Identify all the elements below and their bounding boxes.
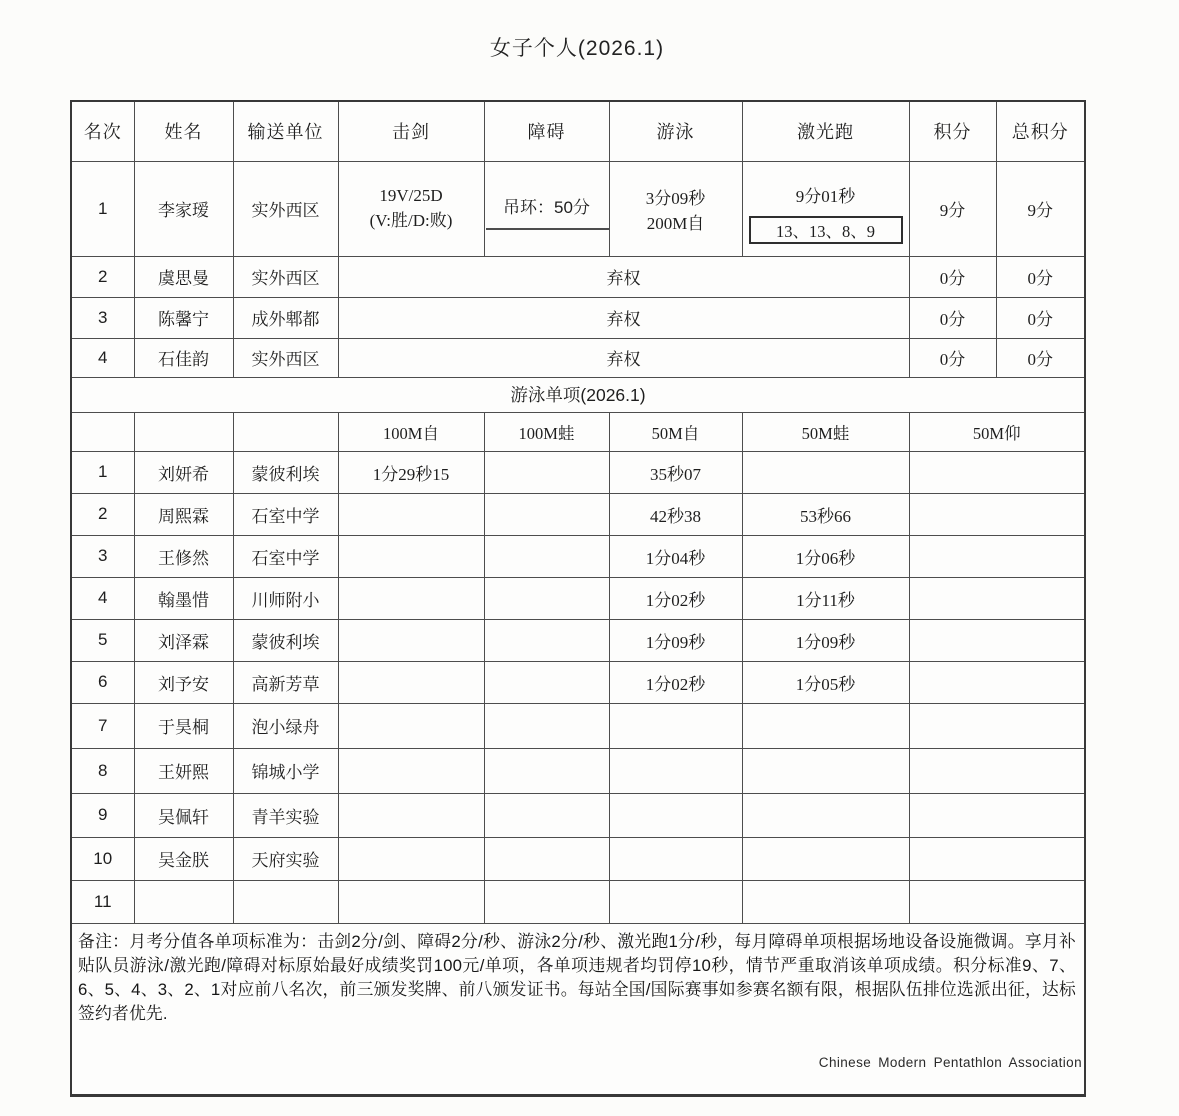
- time-cell-100m-breast: [484, 577, 609, 619]
- unit-cell: 实外西区: [233, 338, 338, 377]
- unit-cell: [233, 880, 338, 923]
- event-header-50m-breast: 50M蛙: [742, 412, 909, 451]
- name-cell: 刘予安: [134, 661, 233, 703]
- swim-row-9: [71, 793, 1085, 837]
- header-obstacle: 障碍: [484, 101, 609, 161]
- time-cell-50m-breast: 1分11秒: [742, 577, 909, 619]
- obstacle-cell: [484, 161, 609, 256]
- rank-cell: 8: [71, 748, 134, 793]
- time-cell-100m-breast: [484, 793, 609, 837]
- time-cell-50m-back: [909, 619, 1085, 661]
- association-footer: Chinese Modern Pentathlon Association: [818, 1054, 1082, 1070]
- time-cell-50m-free: 1分04秒: [609, 535, 742, 577]
- time-cell-100m-free: [338, 837, 484, 880]
- time-cell-50m-free: [609, 793, 742, 837]
- swim-row-3: [71, 535, 1085, 577]
- total-points-cell: 9分: [996, 161, 1085, 256]
- time-cell-100m-breast: [484, 748, 609, 793]
- unit-cell: 高新芳草: [233, 661, 338, 703]
- name-cell: 吴金朕: [134, 837, 233, 880]
- time-cell-50m-free: [609, 837, 742, 880]
- event-header-50m-free: 50M自: [609, 412, 742, 451]
- fencing-note: (V:胜/D:败): [369, 211, 453, 230]
- header-points: 积分: [909, 101, 996, 161]
- header-laser-run: 激光跑: [742, 101, 909, 161]
- name-cell: 李家瑷: [134, 161, 233, 256]
- rank-cell: 5: [71, 619, 134, 661]
- unit-cell: 成外郫都: [233, 297, 338, 338]
- time-cell-100m-breast: [484, 451, 609, 493]
- results-table: [70, 100, 1086, 1097]
- rank-cell: 3: [71, 297, 134, 338]
- laser-time: 9分01秒: [795, 186, 856, 206]
- unit-cell: 川师附小: [233, 577, 338, 619]
- table-row-rank4: [71, 338, 1085, 377]
- points-cell: 0分: [909, 297, 996, 338]
- forfeit-cell: 弃权: [338, 256, 909, 297]
- time-cell-100m-free: [338, 793, 484, 837]
- table-row-rank2: [71, 256, 1085, 297]
- total-points-cell: 0分: [996, 338, 1085, 377]
- fencing-cell: [338, 161, 484, 256]
- laser-detail-box: 13、13、8、9: [749, 216, 903, 244]
- time-cell-50m-free: 1分09秒: [609, 619, 742, 661]
- time-cell-100m-free: [338, 535, 484, 577]
- table-row-rank3: [71, 297, 1085, 338]
- time-cell-100m-breast: [484, 703, 609, 748]
- swim-event: 200M自: [646, 213, 705, 233]
- unit-cell: 青羊实验: [233, 793, 338, 837]
- rank-cell: 9: [71, 793, 134, 837]
- swim-row-7: [71, 703, 1085, 748]
- swim-row-10: [71, 837, 1085, 880]
- time-cell-50m-free: [609, 703, 742, 748]
- time-cell-100m-free: 1分29秒15: [338, 451, 484, 493]
- event-header-50m-back: 50M仰: [909, 412, 1085, 451]
- time-cell-50m-breast: [742, 748, 909, 793]
- time-cell-100m-breast: [484, 880, 609, 923]
- obstacle-score: 吊环：50分: [503, 198, 590, 217]
- unit-cell: 实外西区: [233, 161, 338, 256]
- header-total-points: 总积分: [996, 101, 1085, 161]
- unit-cell: 锦城小学: [233, 748, 338, 793]
- time-cell-50m-free: 1分02秒: [609, 577, 742, 619]
- time-cell-100m-free: [338, 880, 484, 923]
- forfeit-cell: 弃权: [338, 338, 909, 377]
- swim-header-unit-empty: [233, 412, 338, 451]
- notes-text: 备注：月考分值各单项标准为：击剑2分/剑、障碍2分/秒、游泳2分/秒、激光跑1分/秒，每月障碍单项根据场地设备设施微调。享月补贴队员游泳/激光跑/障碍对标原始最好成绩奖罚100元/单项，各单项违规者均罚停10秒，情节严重取消该单项成绩。积分标准9、7、6、5、4、3、2、1对应前八名次，前三颁发奖牌、前八颁发证书。每站全国/国际赛事如参赛名额有限，根据队伍排位选派出征，达标签约者优先.: [78, 931, 1076, 1023]
- swim-row-11: [71, 880, 1085, 923]
- time-cell-50m-back: [909, 661, 1085, 703]
- event-header-100m-breast: 100M蛙: [484, 412, 609, 451]
- time-cell-100m-free: [338, 748, 484, 793]
- total-points-cell: 0分: [996, 297, 1085, 338]
- name-cell: 石佳韵: [134, 338, 233, 377]
- swim-header-rank-empty: [71, 412, 134, 451]
- time-cell-100m-free: [338, 493, 484, 535]
- time-cell-50m-back: [909, 748, 1085, 793]
- name-cell: 翰墨惜: [134, 577, 233, 619]
- time-cell-50m-breast: [742, 837, 909, 880]
- notes-row: [71, 923, 1085, 1095]
- name-cell: [134, 880, 233, 923]
- time-cell-50m-breast: [742, 703, 909, 748]
- rank-cell: 2: [71, 493, 134, 535]
- name-cell: 王妍熙: [134, 748, 233, 793]
- header-swimming: 游泳: [609, 101, 742, 161]
- time-cell-50m-free: [609, 880, 742, 923]
- name-cell: 虞思曼: [134, 256, 233, 297]
- document-title: 女子个人(2026.1): [489, 37, 665, 60]
- unit-cell: 蒙彼利埃: [233, 451, 338, 493]
- time-cell-50m-back: [909, 535, 1085, 577]
- unit-cell: 天府实验: [233, 837, 338, 880]
- time-cell-50m-free: 35秒07: [609, 451, 742, 493]
- forfeit-cell: 弃权: [338, 297, 909, 338]
- rank-cell: 11: [71, 880, 134, 923]
- laser-run-cell: [742, 161, 909, 256]
- swim-row-5: [71, 619, 1085, 661]
- rank-cell: 10: [71, 837, 134, 880]
- swim-section-title: 游泳单项(2026.1): [71, 377, 1085, 412]
- time-cell-50m-breast: [742, 451, 909, 493]
- time-cell-100m-breast: [484, 535, 609, 577]
- time-cell-100m-breast: [484, 619, 609, 661]
- notes-cell: [71, 923, 1085, 1095]
- time-cell-100m-breast: [484, 493, 609, 535]
- time-cell-50m-breast: 1分05秒: [742, 661, 909, 703]
- swim-row-2: [71, 493, 1085, 535]
- name-cell: 于昊桐: [134, 703, 233, 748]
- time-cell-50m-free: [609, 748, 742, 793]
- time-cell-50m-back: [909, 793, 1085, 837]
- rank-cell: 3: [71, 535, 134, 577]
- rank-cell: 1: [71, 451, 134, 493]
- name-cell: 吴佩轩: [134, 793, 233, 837]
- time-cell-50m-back: [909, 703, 1085, 748]
- time-cell-100m-free: [338, 619, 484, 661]
- time-cell-50m-breast: 1分09秒: [742, 619, 909, 661]
- name-cell: 陈馨宁: [134, 297, 233, 338]
- time-cell-100m-free: [338, 577, 484, 619]
- swim-section-title-row: [71, 377, 1085, 412]
- swim-row-6: [71, 661, 1085, 703]
- time-cell-50m-back: [909, 837, 1085, 880]
- time-cell-50m-free: 42秒38: [609, 493, 742, 535]
- header-rank: 名次: [71, 101, 134, 161]
- time-cell-50m-back: [909, 577, 1085, 619]
- time-cell-100m-breast: [484, 661, 609, 703]
- time-cell-50m-breast: 1分06秒: [742, 535, 909, 577]
- rank-cell: 4: [71, 577, 134, 619]
- time-cell-50m-breast: [742, 793, 909, 837]
- swim-header-row: [71, 412, 1085, 451]
- name-cell: 刘泽霖: [134, 619, 233, 661]
- points-cell: 0分: [909, 338, 996, 377]
- time-cell-100m-free: [338, 703, 484, 748]
- header-unit: 输送单位: [233, 101, 338, 161]
- points-cell: 9分: [909, 161, 996, 256]
- rank-cell: 1: [71, 161, 134, 256]
- total-points-cell: 0分: [996, 256, 1085, 297]
- unit-cell: 石室中学: [233, 493, 338, 535]
- unit-cell: 泡小绿舟: [233, 703, 338, 748]
- header-fencing: 击剑: [338, 101, 484, 161]
- table-row-rank1: [71, 161, 1085, 256]
- name-cell: 刘妍希: [134, 451, 233, 493]
- main-header-row: [71, 101, 1085, 161]
- swim-row-1: [71, 451, 1085, 493]
- time-cell-100m-breast: [484, 837, 609, 880]
- unit-cell: 实外西区: [233, 256, 338, 297]
- swim-header-name-empty: [134, 412, 233, 451]
- obstacle-sub-box: [486, 228, 609, 230]
- swim-row-8: [71, 748, 1085, 793]
- rank-cell: 6: [71, 661, 134, 703]
- fencing-score: 19V/25D: [379, 186, 443, 205]
- unit-cell: 石室中学: [233, 535, 338, 577]
- rank-cell: 2: [71, 256, 134, 297]
- rank-cell: 7: [71, 703, 134, 748]
- time-cell-50m-free: 1分02秒: [609, 661, 742, 703]
- time-cell-100m-free: [338, 661, 484, 703]
- time-cell-50m-breast: [742, 880, 909, 923]
- name-cell: 周熙霖: [134, 493, 233, 535]
- swim-time: 3分09秒: [645, 188, 706, 208]
- name-cell: 王修然: [134, 535, 233, 577]
- swimming-cell: [609, 161, 742, 256]
- time-cell-50m-back: [909, 880, 1085, 923]
- time-cell-50m-back: [909, 451, 1085, 493]
- unit-cell: 蒙彼利埃: [233, 619, 338, 661]
- header-name: 姓名: [134, 101, 233, 161]
- event-header-100m-free: 100M自: [338, 412, 484, 451]
- time-cell-50m-breast: 53秒66: [742, 493, 909, 535]
- swim-row-4: [71, 577, 1085, 619]
- time-cell-50m-back: [909, 493, 1085, 535]
- rank-cell: 4: [71, 338, 134, 377]
- points-cell: 0分: [909, 256, 996, 297]
